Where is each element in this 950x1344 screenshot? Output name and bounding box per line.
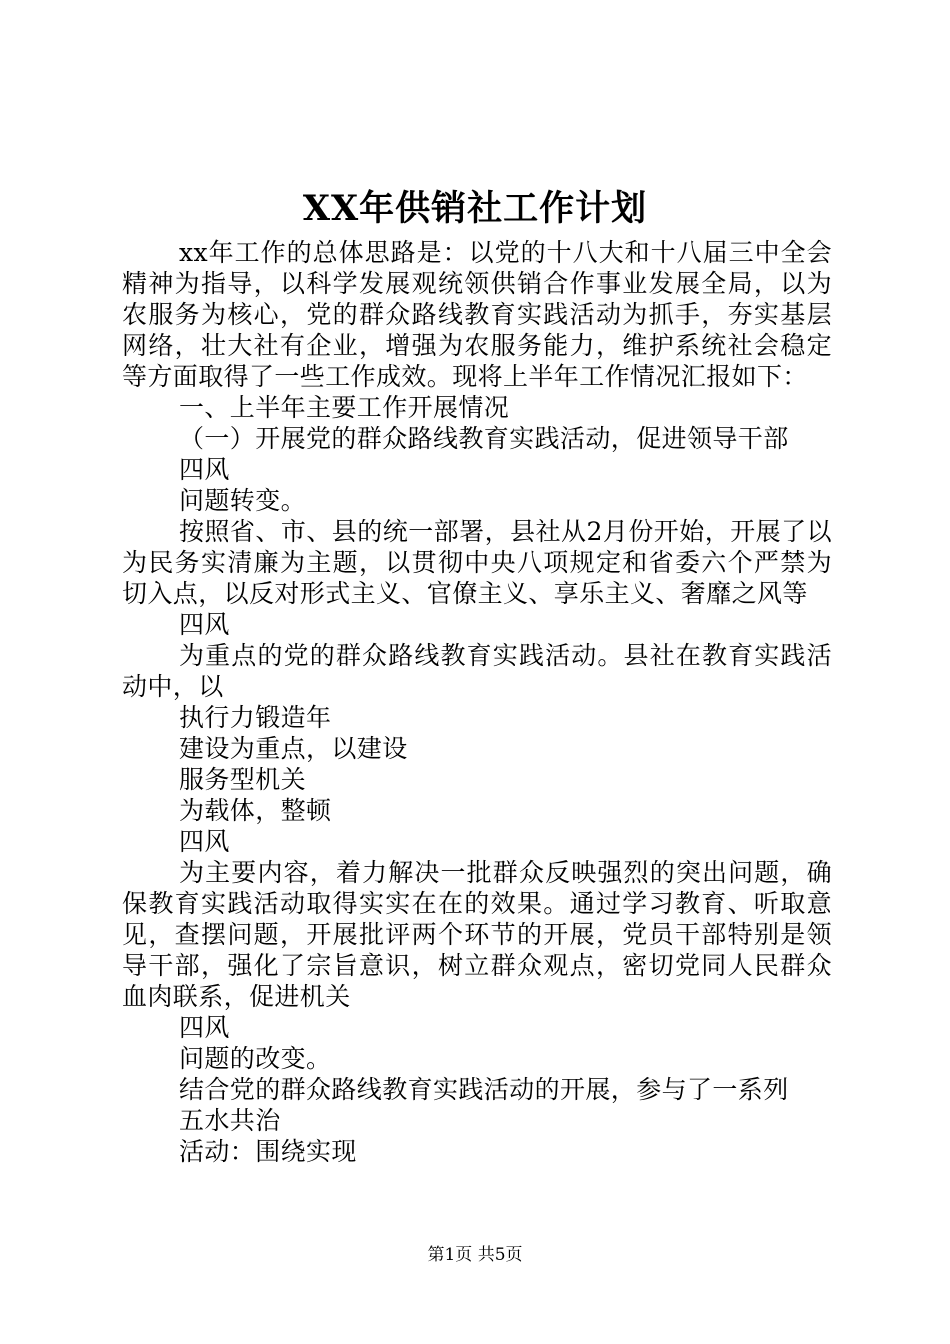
body-paragraph: 活动：围绕实现 [179, 1137, 357, 1166]
document-body [122, 237, 832, 1167]
body-paragraph: 四风 [179, 1013, 230, 1042]
body-paragraph: 五水共治 [179, 1106, 281, 1135]
body-paragraph: 问题转变。 [179, 486, 307, 515]
body-paragraph: 四风 [179, 610, 230, 639]
body-paragraph: 按照省、市、县的统一部署，县社从2月份开始，开展了以为民务实清廉为主题，以贯彻中央八项规定和省委六个严禁为切入点，以反对形式主义、官僚主义、享乐主义、奢靡之风等 [122, 517, 832, 608]
body-paragraph: 建设为重点，以建设 [179, 734, 408, 763]
subsection-heading: （一）开展党的群众路线教育实践活动，促进领导干部 [179, 424, 789, 453]
body-paragraph: 结合党的群众路线教育实践活动的开展，参与了一系列 [179, 1075, 789, 1104]
body-paragraph: 为主要内容，着力解决一批群众反映强烈的突出问题，确保教育实践活动取得实实在在的效果。通过学习教育、听取意见，查摆问题，开展批评两个环节的开展，党员干部特别是领导干部，强化了宗旨意识，树立群众观点，密切党同人民群众血肉联系，促进机关 [122, 858, 832, 1011]
body-paragraph: 问题的改变。 [179, 1044, 332, 1073]
body-paragraph: 服务型机关 [179, 765, 307, 794]
body-paragraph: 执行力锻造年 [179, 703, 332, 732]
body-paragraph: 为重点的党的群众路线教育实践活动。县社在教育实践活动中，以 [122, 641, 832, 701]
body-paragraph: 四风 [179, 455, 230, 484]
intro-paragraph: xx年工作的总体思路是：以党的十八大和十八届三中全会精神为指导，以科学发展观统领供销合作事业发展全局，以为农服务为核心，党的群众路线教育实践活动为抓手，夯实基层网络，壮大社有企业，增强为农服务能力，维护系统社会稳定等方面取得了一些工作成效。现将上半年工作情况汇报如下： [122, 238, 832, 391]
document-title: XX年供销社工作计划 [302, 188, 648, 229]
body-paragraph: 四风 [179, 827, 230, 856]
page-footer: 第1页 共5页 [427, 1245, 523, 1265]
body-paragraph: 为载体，整顿 [179, 796, 332, 825]
section-heading: 一、上半年主要工作开展情况 [179, 393, 510, 422]
